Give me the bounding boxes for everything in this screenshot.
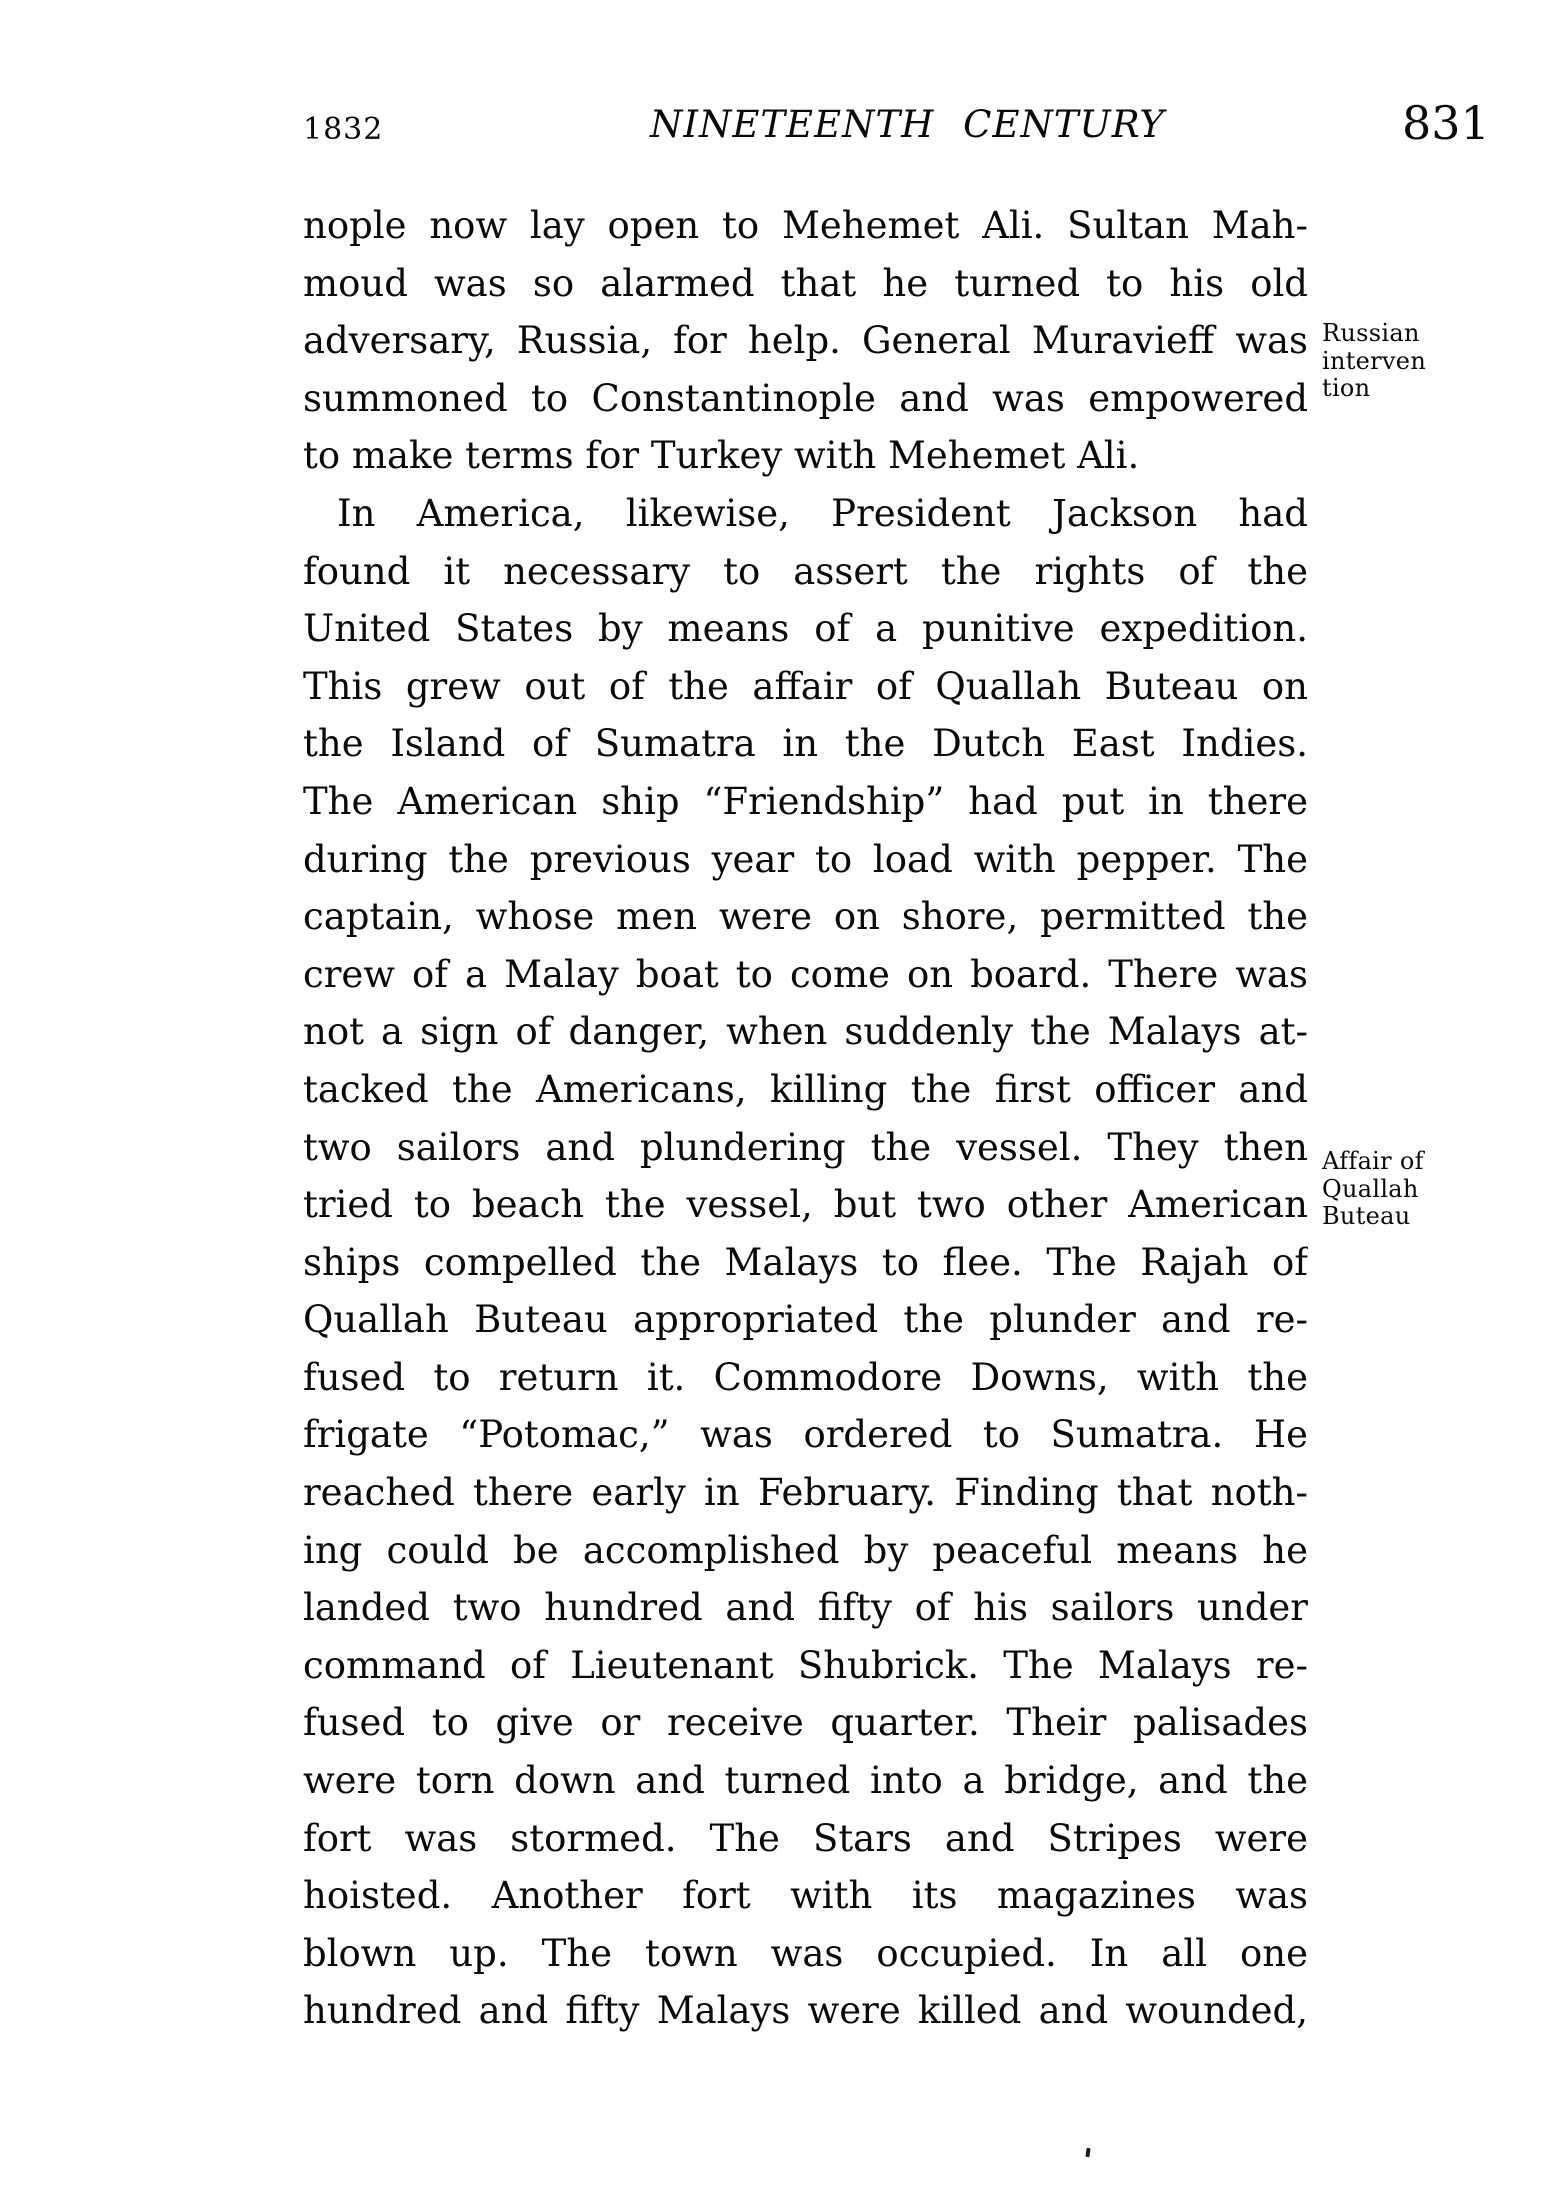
body-line: command of Lieutenant Shubrick. The Malays re- (303, 1643, 1308, 1687)
body-line: during the previous year to load with pepper. The (303, 837, 1308, 881)
running-title: NINETEENTH CENTURY (650, 103, 1165, 146)
margin-note-affair-quallah-buteau (1322, 1148, 1550, 1231)
body-line: reached there early in February. Finding that noth- (303, 1471, 1308, 1515)
body-line: the Island of Sumatra in the Dutch East Indies. (303, 722, 1308, 766)
margin-note-line: Buteau (1322, 1202, 1411, 1230)
margin-note-line: interven (1322, 346, 1427, 375)
body-line: ships compelled the Malays to flee. The Rajah of (303, 1240, 1308, 1284)
body-line: found it necessary to assert the rights of the (303, 549, 1308, 593)
body-line: In America, likewise, President Jackson had (337, 491, 1308, 535)
margin-note-line: Russian (1322, 319, 1420, 347)
header-year: 1832 (303, 112, 384, 147)
margin-note-russian-intervention (1322, 320, 1550, 403)
body-line: moud was so alarmed that he turned to his old (303, 261, 1308, 305)
body-line: captain, whose men were on shore, permitted the (303, 895, 1308, 939)
body-line: ing could be accomplished by peaceful means he (303, 1528, 1308, 1572)
body-line: This grew out of the affair of Quallah Buteau on (303, 664, 1308, 708)
body-text-block (303, 197, 1308, 2040)
page-number: 831 (1402, 96, 1490, 150)
body-line: crew of a Malay boat to come on board. There was (303, 952, 1308, 996)
body-line: to make terms for Turkey with Mehemet Ali. (303, 434, 1140, 478)
body-line: summoned to Constantinople and was empowered (303, 376, 1308, 420)
margin-note-line: Quallah (1322, 1174, 1419, 1203)
body-line: tried to beach the vessel, but two other American (303, 1183, 1308, 1227)
body-line: blown up. The town was occupied. In all one (303, 1931, 1308, 1975)
body-line: Quallah Buteau appropriated the plunder and re- (303, 1298, 1308, 1342)
body-line: fort was stormed. The Stars and Stripes were (303, 1816, 1308, 1860)
body-line: hoisted. Another fort with its magazines was (303, 1874, 1308, 1918)
body-line: frigate “Potomac,” was ordered to Sumatra. He (303, 1413, 1308, 1457)
body-line: fused to give or receive quarter. Their palisades (303, 1701, 1308, 1745)
body-line: two sailors and plundering the vessel. They then (303, 1125, 1308, 1169)
body-line: landed two hundred and fifty of his sailors under (303, 1586, 1308, 1630)
body-line: were torn down and turned into a bridge, and the (303, 1759, 1308, 1803)
body-line: The American ship “Friendship” had put in there (303, 779, 1308, 823)
body-line: United States by means of a punitive expedition. (303, 607, 1308, 651)
body-line: fused to return it. Commodore Downs, with the (303, 1355, 1308, 1399)
body-line: hundred and fifty Malays were killed and wounded, (303, 1989, 1308, 2033)
body-line: not a sign of danger, when suddenly the Malays at- (303, 1010, 1308, 1054)
body-line: tacked the Americans, killing the first officer and (303, 1067, 1308, 1111)
margin-note-line: tion (1322, 374, 1371, 402)
margin-note-line: Affair of (1322, 1147, 1424, 1175)
scan-artifact-mark (1085, 2148, 1090, 2157)
body-line: adversary, Russia, for help. General Muravieff was (303, 319, 1308, 363)
body-line: nople now lay open to Mehemet Ali. Sultan Mah- (303, 204, 1308, 247)
